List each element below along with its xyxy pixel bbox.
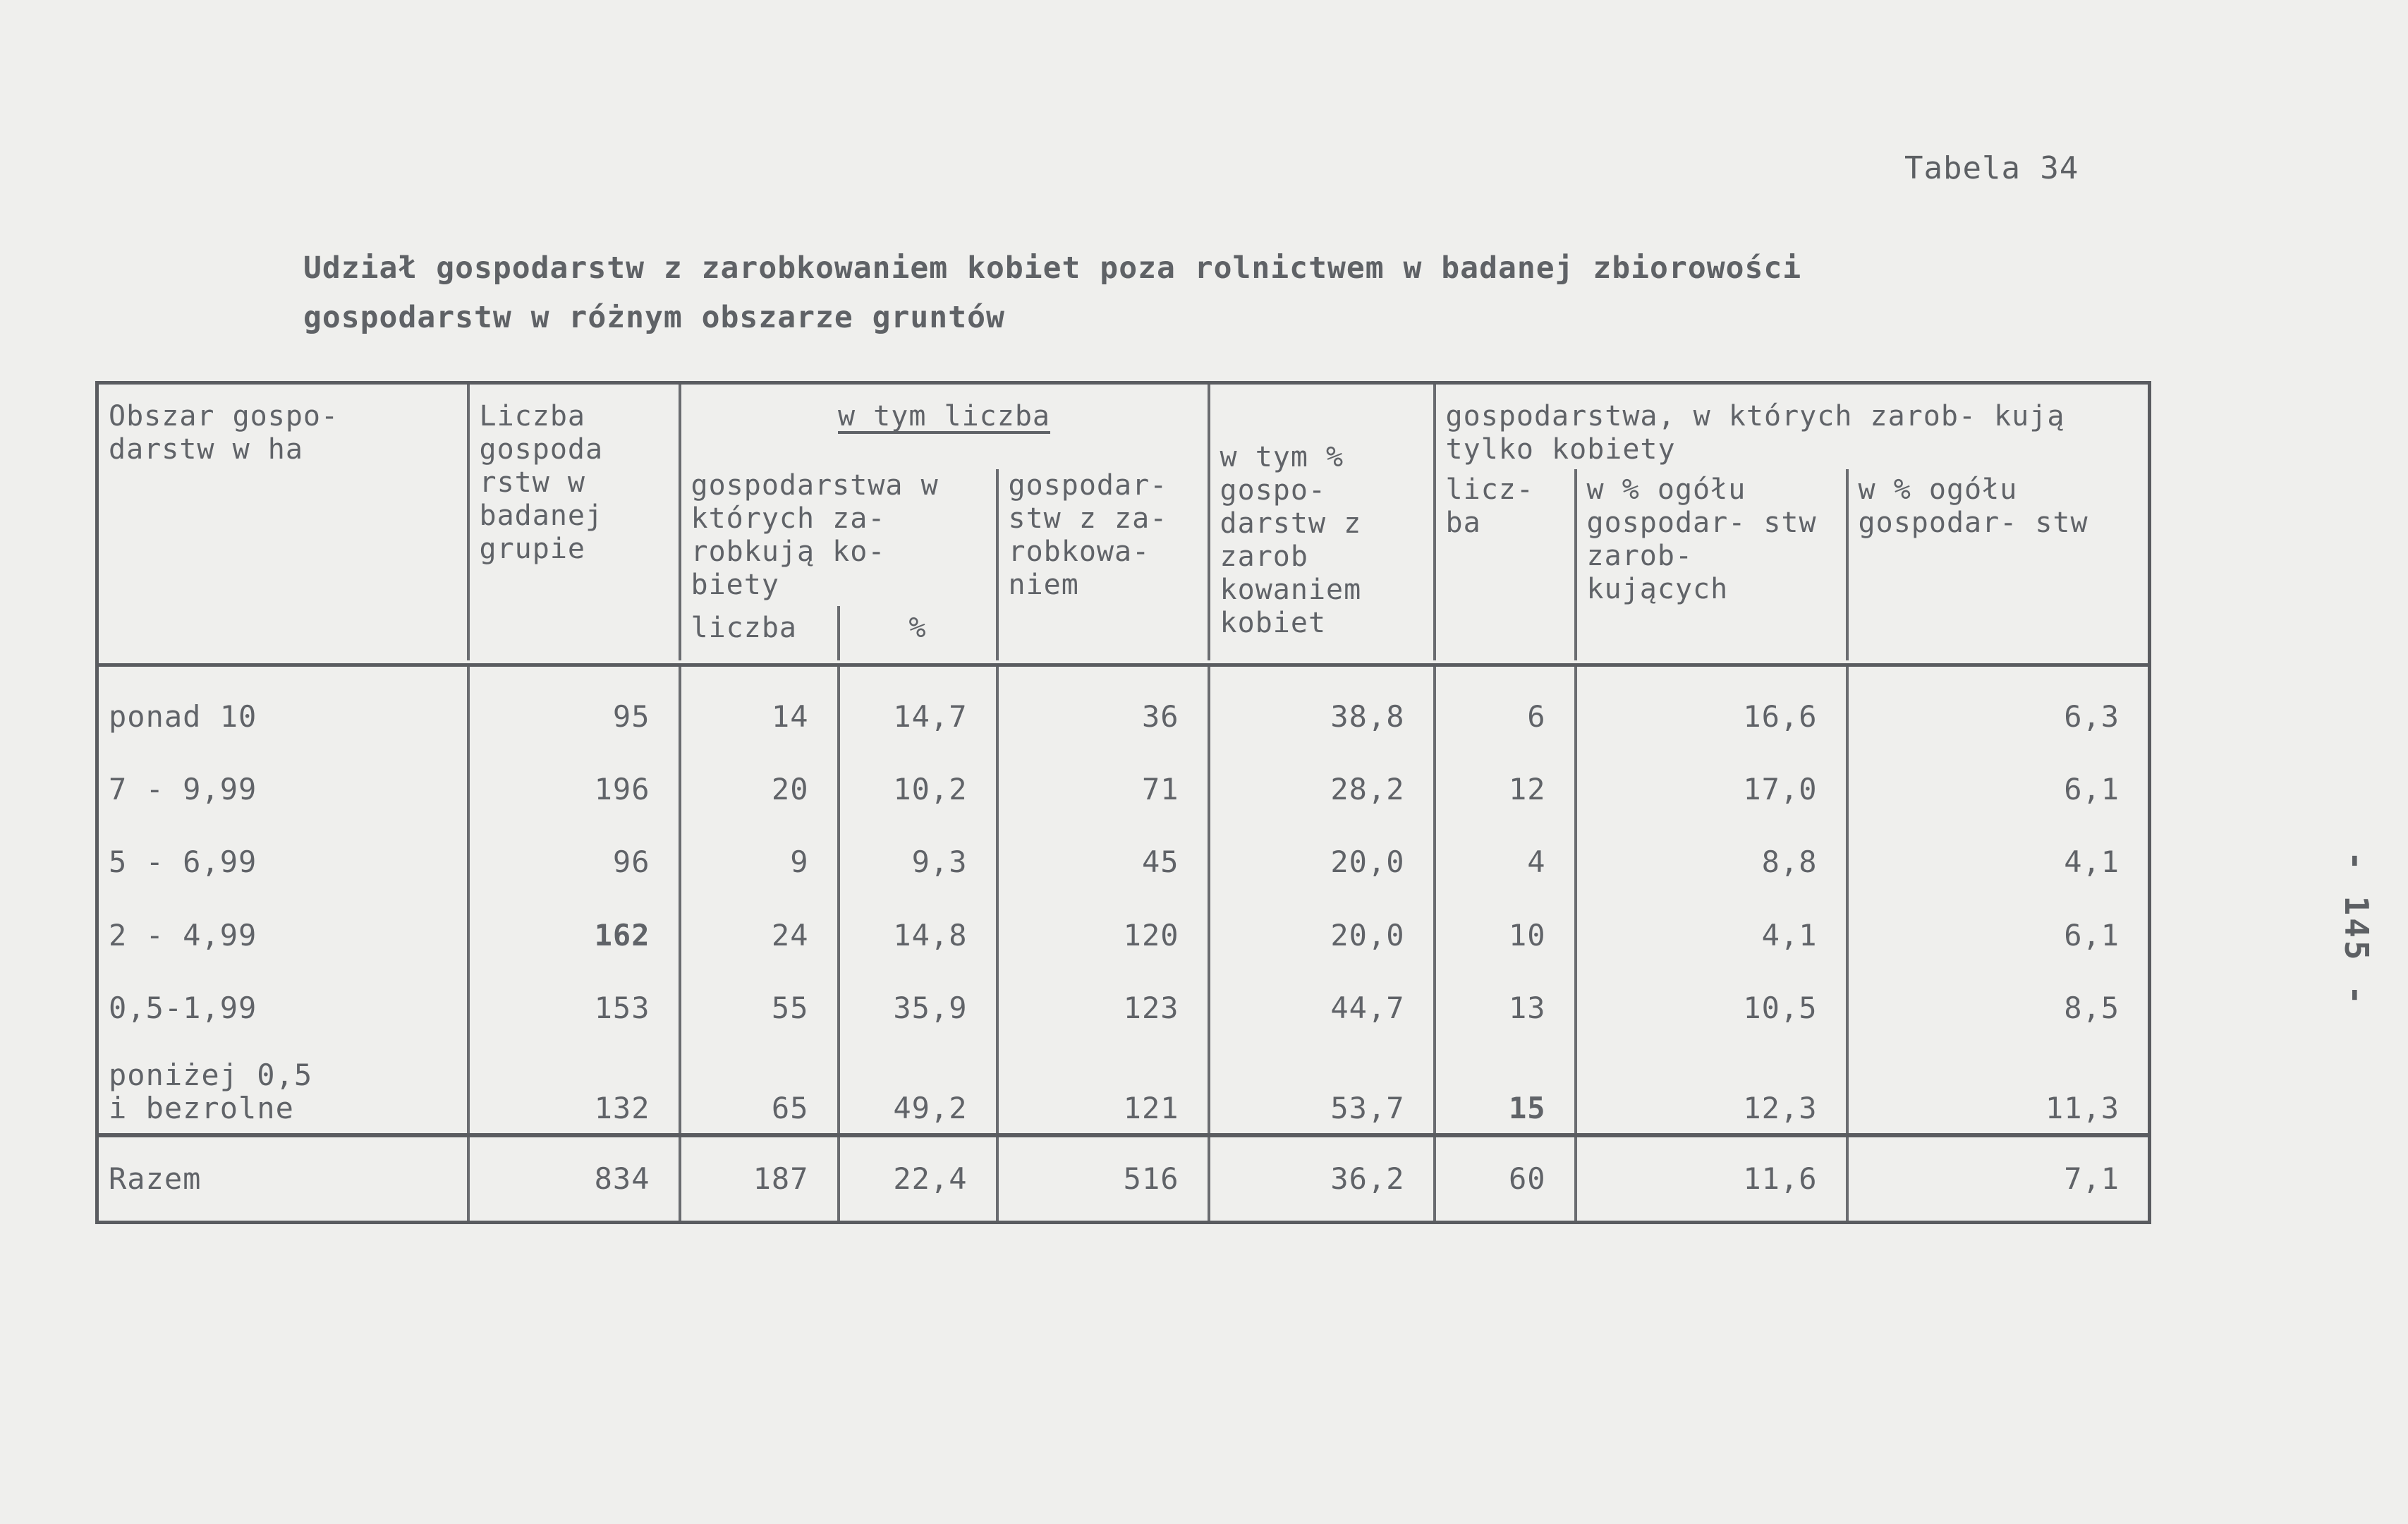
- cell-earning: 123: [997, 960, 1209, 1033]
- cell-women-count: 20: [680, 742, 839, 814]
- cell-earning: 120: [997, 887, 1209, 960]
- total-only-women-pct-all: 7,1: [1847, 1135, 2150, 1223]
- cell-only-women-pct-earning: 17,0: [1576, 742, 1847, 814]
- cell-only-women-count: 12: [1435, 742, 1576, 814]
- cell-only-women-pct-earning: 10,5: [1576, 960, 1847, 1033]
- header-count: Liczba gospoda rstw w badanej grupie: [468, 383, 680, 661]
- cell-count: 153: [468, 960, 680, 1033]
- cell-count: 162: [468, 887, 680, 960]
- cell-only-women-pct-all: 6,3: [1847, 665, 2150, 742]
- cell-earning: 71: [997, 742, 1209, 814]
- table-number: Tabela 34: [1904, 150, 2079, 186]
- table-row: [97, 665, 2150, 742]
- cell-area: ponad 10: [97, 665, 468, 742]
- total-only-women-count: 60: [1435, 1135, 1576, 1223]
- header-women-pct: %: [839, 606, 997, 660]
- cell-women-count: 9: [680, 814, 839, 887]
- total-women-count: 187: [680, 1135, 839, 1223]
- cell-only-women-pct-earning: 12,3: [1576, 1033, 1847, 1135]
- cell-earning-pct: 38,8: [1209, 665, 1435, 742]
- cell-earning-pct: 53,7: [1209, 1033, 1435, 1135]
- header-earning-households: gospodar- stw z za- robkowa- niem: [997, 469, 1209, 661]
- cell-only-women-count: 4: [1435, 814, 1576, 887]
- header-women-count: liczba: [680, 606, 839, 660]
- header-only-women-group: gospodarstwa, w których zarob- kują tylko kobiety: [1435, 383, 2150, 469]
- caption-line-2: gospodarstw w różnym obszarze gruntów: [303, 300, 1005, 335]
- cell-women-pct: 35,9: [839, 960, 997, 1033]
- table-row: [97, 742, 2150, 814]
- cell-women-count: 24: [680, 887, 839, 960]
- header-only-women-pct-earning: w % ogółu gospodar- stw zarob- kujących: [1576, 469, 1847, 661]
- cell-women-pct: 49,2: [839, 1033, 997, 1135]
- cell-only-women-count: 15: [1435, 1033, 1576, 1135]
- cell-count: 96: [468, 814, 680, 887]
- cell-area: 2 - 4,99: [97, 887, 468, 960]
- cell-women-pct: 9,3: [839, 814, 997, 887]
- data-table-wrapper: [95, 381, 2148, 1224]
- cell-only-women-pct-all: 11,3: [1847, 1033, 2150, 1135]
- cell-earning-pct: 44,7: [1209, 960, 1435, 1033]
- cell-earning-pct: 28,2: [1209, 742, 1435, 814]
- cell-count: 196: [468, 742, 680, 814]
- cell-only-women-count: 6: [1435, 665, 1576, 742]
- total-count: 834: [468, 1135, 680, 1223]
- cell-earning-pct: 20,0: [1209, 814, 1435, 887]
- cell-only-women-pct-earning: 4,1: [1576, 887, 1847, 960]
- header-only-women-pct-all: w % ogółu gospodar- stw: [1847, 469, 2150, 661]
- header-in-that-count-label: w tym liczba: [838, 400, 1050, 433]
- cell-earning-pct: 20,0: [1209, 887, 1435, 960]
- cell-only-women-pct-all: 6,1: [1847, 742, 2150, 814]
- header-pct-women-of-earning: w tym % gospo- darstw z zarob kowaniem kobiet: [1209, 383, 1435, 661]
- cell-only-women-pct-all: 4,1: [1847, 814, 2150, 887]
- cell-area: 5 - 6,99: [97, 814, 468, 887]
- cell-women-count: 14: [680, 665, 839, 742]
- total-women-pct: 22,4: [839, 1135, 997, 1223]
- cell-only-women-pct-earning: 8,8: [1576, 814, 1847, 887]
- total-only-women-pct-earning: 11,6: [1576, 1135, 1847, 1223]
- total-label: Razem: [97, 1135, 468, 1223]
- page-number: - 145 -: [2337, 851, 2376, 1008]
- data-table: [95, 381, 2151, 1224]
- cell-earning: 36: [997, 665, 1209, 742]
- caption-line-1: Udział gospodarstw z zarobkowaniem kobiet poza rolnictwem w badanej zbiorowości: [303, 250, 1802, 286]
- cell-women-pct: 10,2: [839, 742, 997, 814]
- cell-only-women-pct-earning: 16,6: [1576, 665, 1847, 742]
- table-row: [97, 1033, 2150, 1135]
- cell-area: poniżej 0,5 i bezrolne: [97, 1033, 468, 1135]
- table-caption: [303, 243, 2109, 342]
- cell-women-pct: 14,7: [839, 665, 997, 742]
- table-row: [97, 960, 2150, 1033]
- table-row: [97, 814, 2150, 887]
- table-row: [97, 887, 2150, 960]
- total-earning: 516: [997, 1135, 1209, 1223]
- header-only-women-count: licz- ba: [1435, 469, 1576, 661]
- cell-only-women-pct-all: 8,5: [1847, 960, 2150, 1033]
- cell-earning: 45: [997, 814, 1209, 887]
- cell-women-count: 65: [680, 1033, 839, 1135]
- cell-women-count: 55: [680, 960, 839, 1033]
- cell-count: 95: [468, 665, 680, 742]
- total-row: [97, 1135, 2150, 1223]
- total-earning-pct: 36,2: [1209, 1135, 1435, 1223]
- cell-only-women-pct-all: 6,1: [1847, 887, 2150, 960]
- cell-only-women-count: 13: [1435, 960, 1576, 1033]
- header-in-that-count: [680, 383, 1209, 469]
- header-area: Obszar gospo- darstw w ha: [97, 383, 468, 661]
- cell-area: 0,5-1,99: [97, 960, 468, 1033]
- cell-count: 132: [468, 1033, 680, 1135]
- cell-women-pct: 14,8: [839, 887, 997, 960]
- cell-earning: 121: [997, 1033, 1209, 1135]
- cell-area: 7 - 9,99: [97, 742, 468, 814]
- header-women-households: gospodarstwa w których za- robkują ko- biety: [680, 469, 997, 606]
- cell-only-women-count: 10: [1435, 887, 1576, 960]
